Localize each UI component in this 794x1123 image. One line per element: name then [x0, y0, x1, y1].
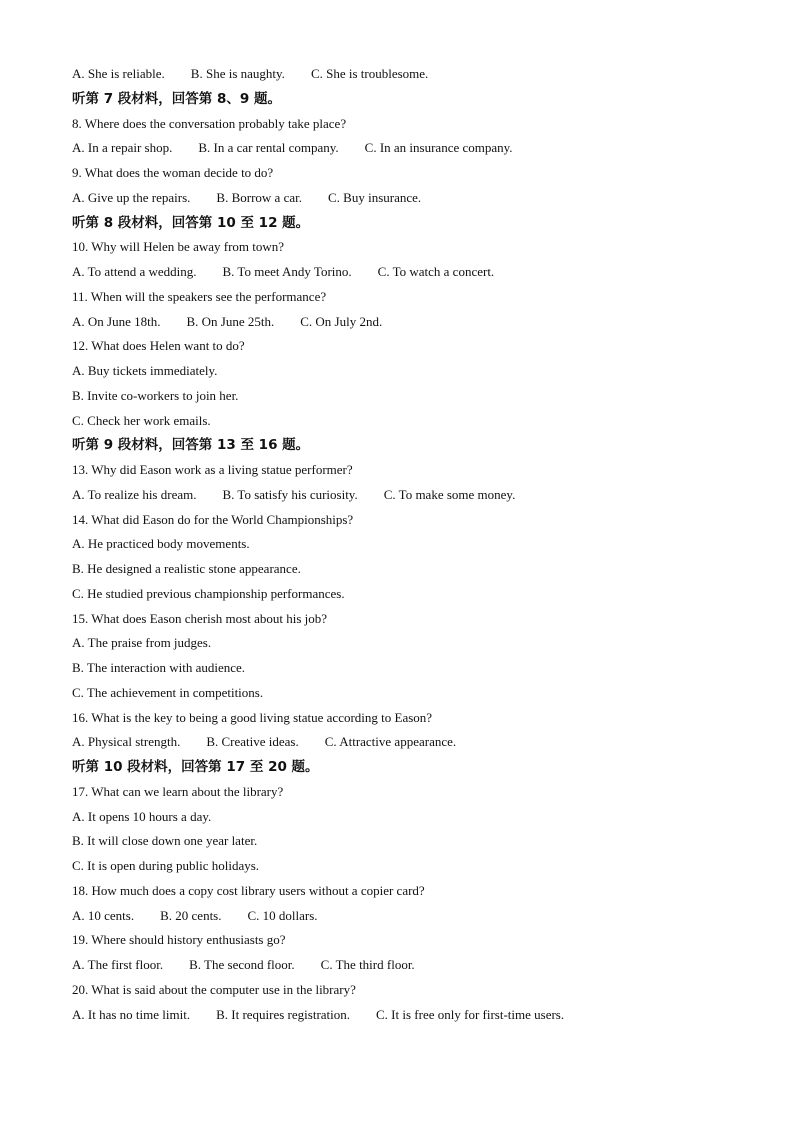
answer-option: C. To make some money.: [383, 486, 516, 502]
answer-option: C. 10 dollars.: [247, 907, 318, 923]
question-text: 19. Where should history enthusiasts go?: [72, 932, 286, 948]
answer-option: C. Attractive appearance.: [324, 734, 457, 750]
question-text: 16. What is the key to being a good living statue according to Eason?: [72, 709, 433, 725]
answer-option: C. It is free only for first-time users.: [376, 1006, 565, 1022]
answer-option: C. The third floor.: [320, 957, 415, 972]
answer-option: B. To satisfy his curiosity.: [222, 486, 358, 502]
section-heading: 听第 7 段材料，回答第 8、9 题。: [72, 90, 281, 107]
answer-option: C. To watch a concert.: [377, 264, 495, 279]
answer-option: B. In a car rental company.: [198, 140, 339, 156]
answer-option: C. He studied previous championship performances.: [72, 585, 345, 601]
answer-option: C. The achievement in competitions.: [72, 684, 264, 700]
answer-option: A. The first floor.: [72, 957, 164, 972]
question-text: 20. What is said about the computer use in the library?: [72, 981, 356, 997]
answer-option: B. He designed a realistic stone appearance.: [72, 561, 301, 576]
answer-option: B. Creative ideas.: [206, 734, 299, 750]
question-text: 11. When will the speakers see the performance?: [72, 288, 327, 304]
answer-option: A. On June 18th.: [72, 313, 161, 329]
question-text: 9. What does the woman decide to do?: [72, 165, 274, 180]
question-text: 17. What can we learn about the library?: [72, 783, 284, 799]
answer-option: A. To attend a wedding.: [72, 264, 197, 279]
answer-option: B. Borrow a car.: [216, 189, 302, 205]
question-text: 8. Where does the conversation probably take place?: [72, 115, 347, 131]
question-text: 10. Why will Helen be away from town?: [72, 239, 285, 255]
section-heading: 听第 8 段材料，回答第 10 至 12 题。: [72, 214, 310, 231]
answer-option: B. The interaction with audience.: [72, 660, 246, 675]
answer-options-row: [72, 186, 762, 211]
answer-options-row: [72, 310, 762, 335]
answer-options-row: [72, 730, 762, 755]
answer-option: B. To meet Andy Torino.: [222, 264, 352, 279]
question-text: 18. How much does a copy cost library users without a copier card?: [72, 882, 425, 898]
answer-option: B. She is naughty.: [190, 66, 285, 81]
answer-option: A. She is reliable.: [72, 66, 165, 81]
question-text: 14. What did Eason do for the World Championships?: [72, 511, 354, 527]
answer-option: A. In a repair shop.: [72, 140, 173, 156]
answer-option: B. 20 cents.: [160, 907, 222, 923]
question-text: 15. What does Eason cherish most about his job?: [72, 610, 328, 626]
answer-option: B. It requires registration.: [216, 1006, 351, 1022]
answer-options-row: [72, 904, 762, 929]
answer-options-row: [72, 1003, 762, 1028]
answer-option: B. The second floor.: [189, 957, 295, 972]
exam-page: [72, 62, 762, 1027]
section-heading: 听第 10 段材料，回答第 17 至 20 题。: [72, 759, 319, 775]
answer-option: A. Physical strength.: [72, 734, 181, 750]
answer-option: B. Invite co-workers to join her.: [72, 387, 239, 403]
answer-options-row: [72, 136, 762, 161]
answer-option: B. On June 25th.: [186, 313, 275, 329]
answer-option: C. In an insurance company.: [364, 140, 513, 156]
answer-option: A. Buy tickets immediately.: [72, 363, 218, 378]
answer-option: C. Buy insurance.: [327, 189, 422, 205]
answer-options-row: [72, 260, 762, 285]
answer-option: A. It has no time limit.: [72, 1006, 191, 1022]
answer-option: B. It will close down one year later.: [72, 833, 258, 849]
answer-option: A. To realize his dream.: [72, 486, 197, 502]
section-heading: 听第 9 段材料，回答第 13 至 16 题。: [72, 437, 310, 454]
answer-option: C. Check her work emails.: [72, 412, 211, 428]
answer-option: A. 10 cents.: [72, 907, 135, 923]
answer-option: C. It is open during public holidays.: [72, 858, 260, 873]
answer-option: A. It opens 10 hours a day.: [72, 808, 212, 824]
answer-options-row: [72, 483, 762, 508]
answer-option: C. On July 2nd.: [300, 313, 383, 329]
answer-options-row: [72, 953, 762, 978]
question-text: 13. Why did Eason work as a living statue performer?: [72, 462, 353, 477]
answer-option: A. He practiced body movements.: [72, 536, 250, 552]
answer-option: A. Give up the repairs.: [72, 189, 191, 205]
answer-options-row: [72, 62, 762, 87]
answer-option: A. The praise from judges.: [72, 635, 212, 651]
answer-option: C. She is troublesome.: [310, 66, 429, 81]
question-text: 12. What does Helen want to do?: [72, 338, 245, 354]
